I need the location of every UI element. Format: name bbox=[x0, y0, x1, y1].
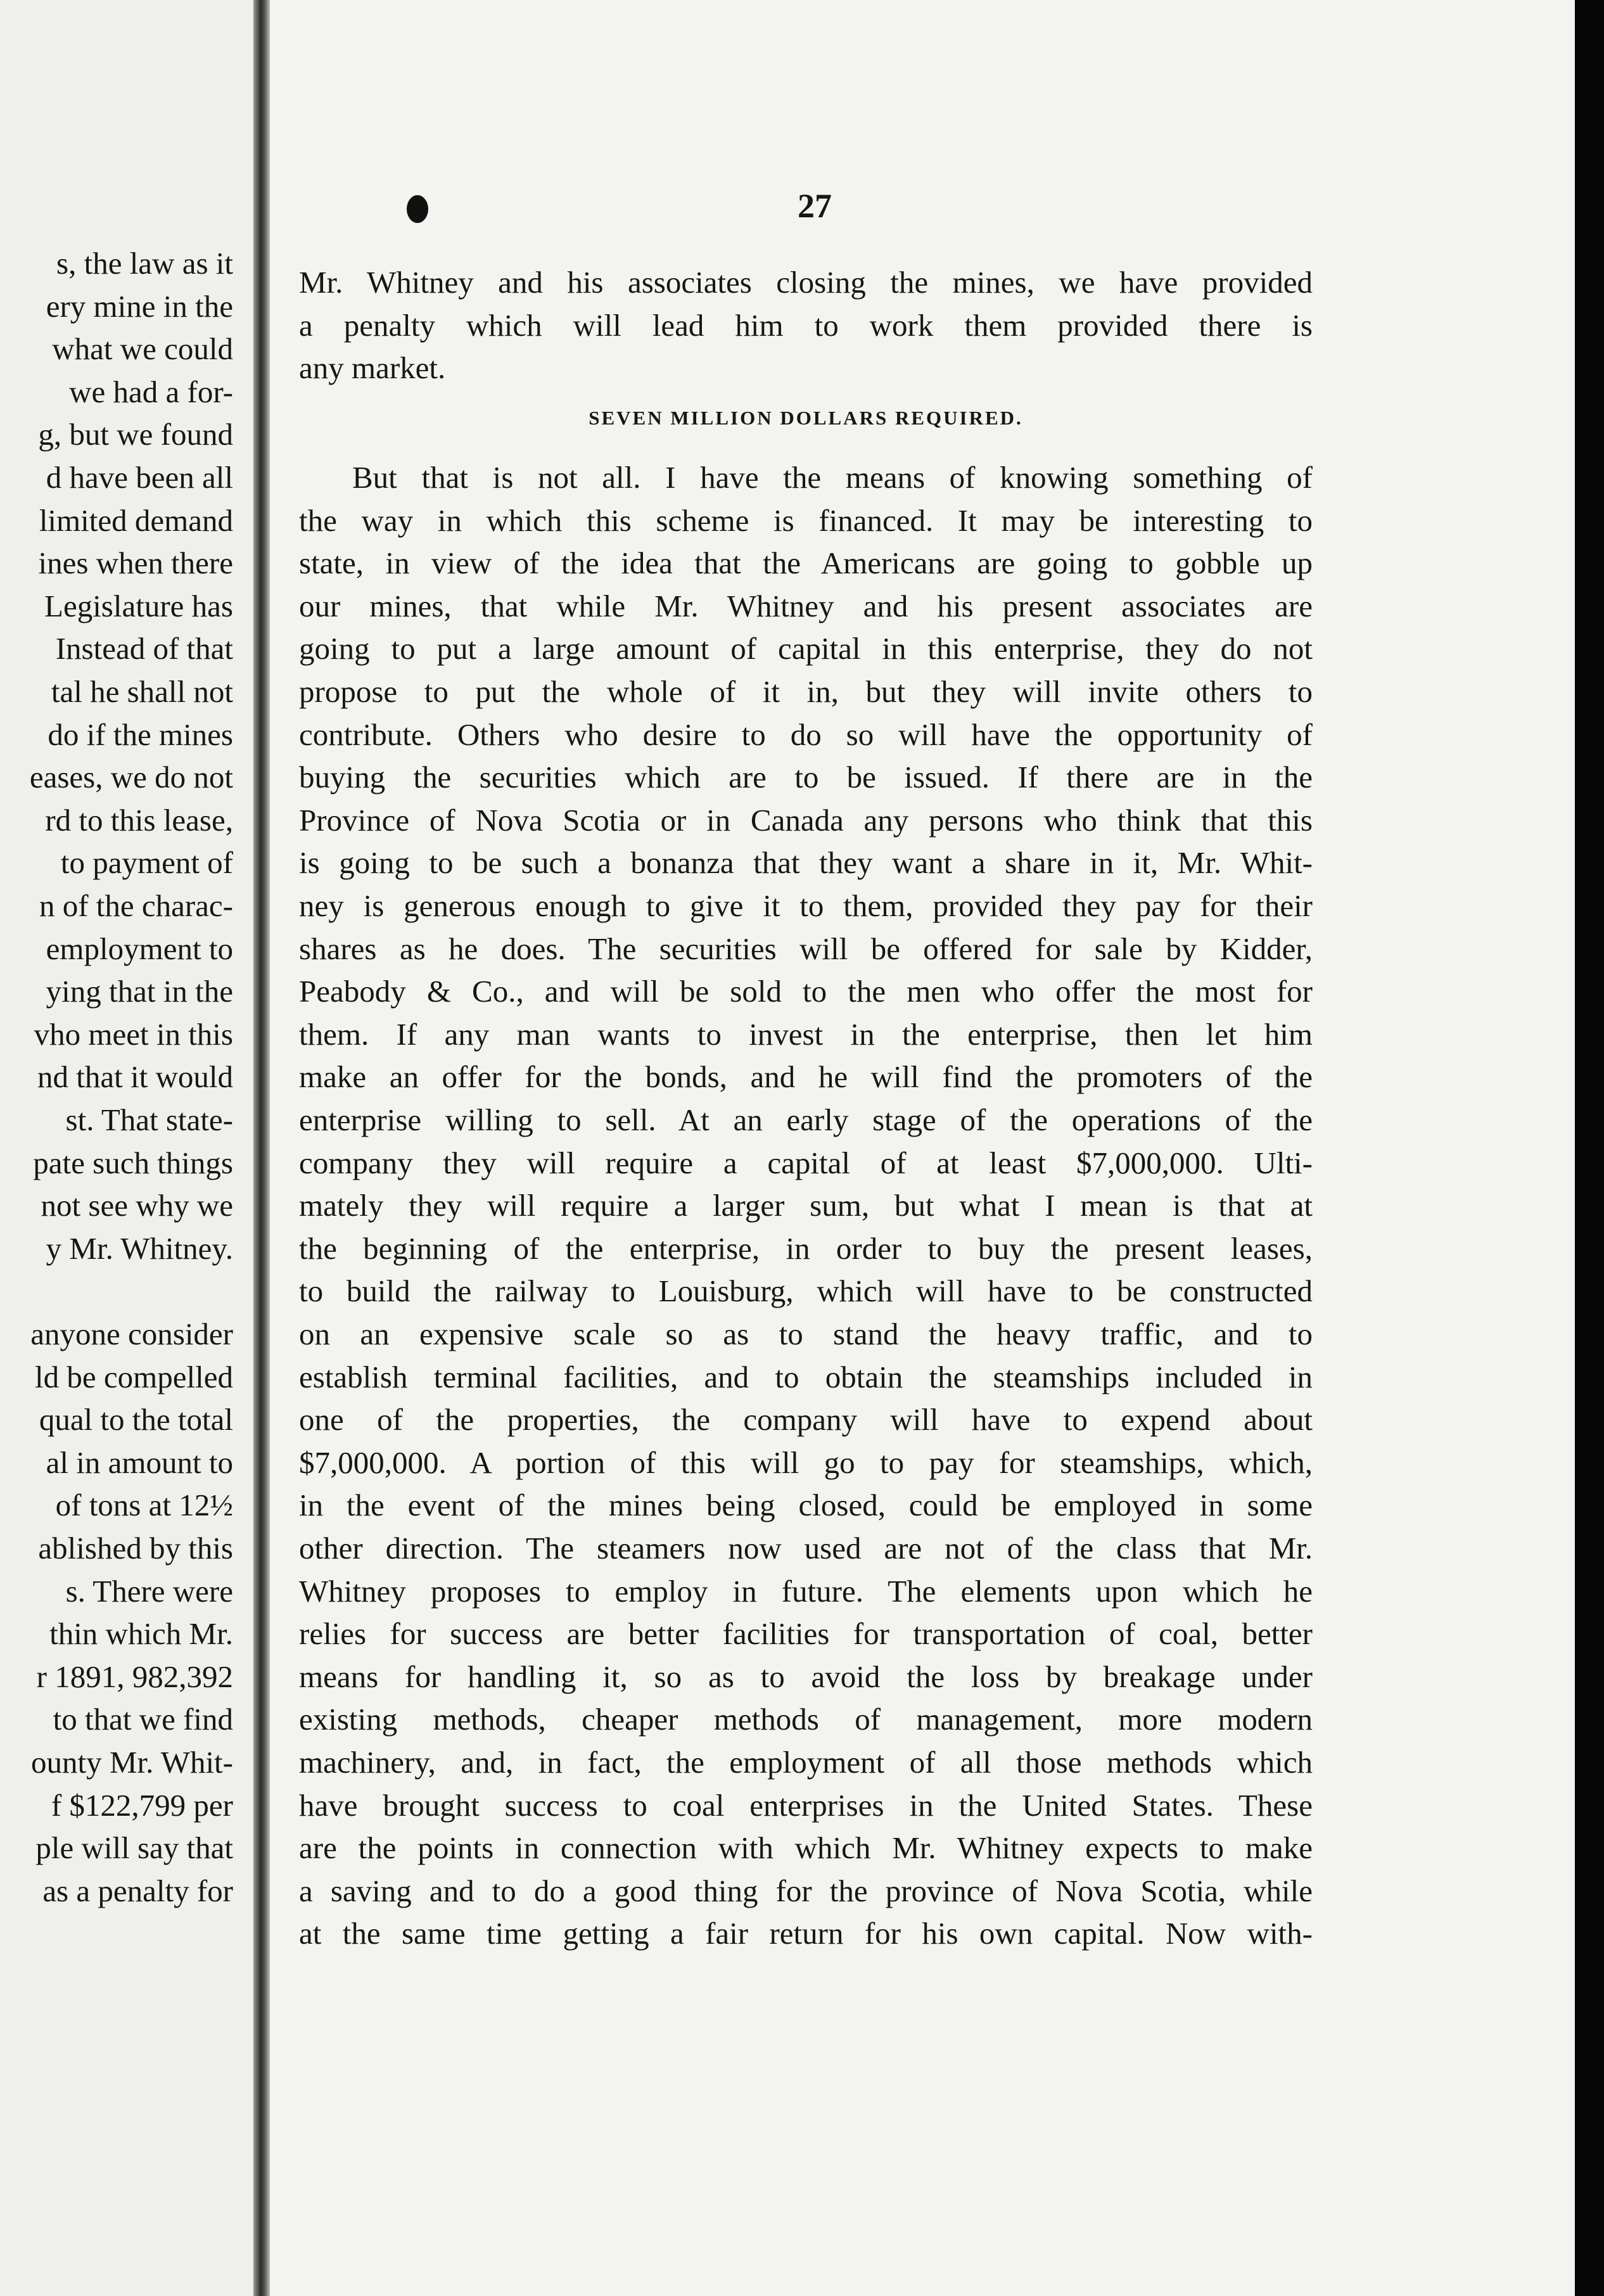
body-line: state, in view of the idea that the Americans are going to gobble up bbox=[299, 545, 1313, 581]
body-line: Peabody & Co., and will be sold to the men who offer the most for bbox=[299, 974, 1313, 1009]
body-line: them. If any man wants to invest in the enterprise, then let him bbox=[299, 1016, 1313, 1052]
left-page-line: anyone consider bbox=[30, 1317, 233, 1351]
body-line: on an expensive scale so as to stand the heavy traffic, and to bbox=[299, 1317, 1313, 1351]
left-page-line: nd that it would bbox=[37, 1059, 233, 1095]
intro-line: Mr. Whitney and his associates closing the mines, we have provided bbox=[299, 265, 1313, 300]
body-line: $7,000,000. A portion of this will go to pay for steamships, which, bbox=[299, 1445, 1313, 1480]
ink-blot bbox=[407, 195, 428, 223]
left-page-line: n of the charac- bbox=[39, 888, 233, 923]
body-line: have brought success to coal enterprises in the United States. These bbox=[299, 1787, 1313, 1823]
left-page-line: limited demand bbox=[39, 502, 233, 538]
left-page-line: ery mine in the bbox=[46, 288, 233, 324]
left-page-line: thin which Mr. bbox=[49, 1616, 233, 1652]
left-page-line: do if the mines bbox=[48, 717, 233, 752]
left-page bbox=[0, 0, 253, 2296]
body-line: is going to be such a bonanza that they want a share in it, Mr. Whit- bbox=[299, 845, 1313, 881]
left-page-line: eases, we do not bbox=[29, 760, 233, 795]
body-line: other direction. The steamers now used are not of the class that Mr. bbox=[299, 1531, 1313, 1566]
body-line: But that is not all. I have the means of knowing something of bbox=[352, 460, 1313, 495]
left-page-line: rd to this lease, bbox=[45, 802, 233, 838]
left-page-line: not see why we bbox=[41, 1188, 233, 1223]
left-page-line: vho meet in this bbox=[34, 1016, 233, 1052]
body-line: existing methods, cheaper methods of management, more modern bbox=[299, 1702, 1313, 1737]
left-page-line: to payment of bbox=[60, 845, 233, 881]
body-line: the beginning of the enterprise, in order to buy the present leases, bbox=[299, 1230, 1313, 1266]
body-line: propose to put the whole of it in, but they will invite others to bbox=[299, 674, 1313, 709]
left-page-line: employment to bbox=[46, 931, 233, 966]
body-line: one of the properties, the company will have to expend about bbox=[299, 1402, 1313, 1438]
page-number: 27 bbox=[798, 187, 832, 225]
left-page-line: y Mr. Whitney. bbox=[46, 1230, 233, 1266]
body-line: company they will require a capital of at least $7,000,000. Ulti- bbox=[299, 1145, 1313, 1180]
left-page-line bbox=[0, 1270, 233, 1313]
left-page-line: s. There were bbox=[65, 1573, 233, 1609]
left-page-line: ying that in the bbox=[46, 974, 233, 1009]
body-line: enterprise willing to sell. At an early stage of the operations of the bbox=[299, 1102, 1313, 1137]
book-gutter bbox=[253, 0, 270, 2296]
left-page-line: st. That state- bbox=[65, 1102, 233, 1137]
body-line: the way in which this scheme is financed. It may be interesting to bbox=[299, 502, 1313, 538]
body-line: are the points in connection with which Mr. Whitney expects to make bbox=[299, 1830, 1313, 1866]
left-page-line: we had a for- bbox=[69, 374, 233, 409]
body-line: Whitney proposes to employ in future. The elements upon which he bbox=[299, 1573, 1313, 1609]
body-line: contribute. Others who desire to do so will have the opportunity of bbox=[299, 717, 1313, 752]
left-page-line: s, the law as it bbox=[56, 246, 233, 281]
left-page-line: ple will say that bbox=[35, 1830, 233, 1866]
body-line: to build the railway to Louisburg, which will have to be constructed bbox=[299, 1273, 1313, 1309]
left-page-line: f $122,799 per bbox=[51, 1787, 233, 1823]
body-line: our mines, that while Mr. Whitney and his present associates are bbox=[299, 588, 1313, 623]
body-line: mately they will require a larger sum, but what I mean is that at bbox=[299, 1188, 1313, 1223]
left-page-line: what we could bbox=[52, 331, 233, 367]
left-page-line: Instead of that bbox=[55, 631, 233, 666]
intro-line: a penalty which will lead him to work them provided there is bbox=[299, 307, 1313, 343]
body-line: relies for success are better facilities for transportation of coal, better bbox=[299, 1616, 1313, 1652]
left-page-line: ines when there bbox=[38, 545, 233, 581]
body-line: Province of Nova Scotia or in Canada any persons who think that this bbox=[299, 802, 1313, 838]
body-line: in the event of the mines being closed, could be employed in some bbox=[299, 1488, 1313, 1523]
body-line: a saving and to do a good thing for the province of Nova Scotia, while bbox=[299, 1873, 1313, 1908]
left-page-line: al in amount to bbox=[46, 1445, 233, 1480]
left-page-line: g, but we found bbox=[38, 417, 233, 452]
scan-edge bbox=[1575, 0, 1604, 2296]
left-page-line: d have been all bbox=[46, 460, 233, 495]
body-line: establish terminal facilities, and to obtain the steamships included in bbox=[299, 1359, 1313, 1394]
body-line: at the same time getting a fair return for his own capital. Now with- bbox=[299, 1916, 1313, 1951]
body-line: make an offer for the bonds, and he will find the promoters of the bbox=[299, 1059, 1313, 1095]
left-page-line: ounty Mr. Whit- bbox=[31, 1745, 233, 1780]
body-line: shares as he does. The securities will be offered for sale by Kidder, bbox=[299, 931, 1313, 966]
body-line: buying the securities which are to be issued. If there are in the bbox=[299, 760, 1313, 795]
body-line: going to put a large amount of capital in this enterprise, they do not bbox=[299, 631, 1313, 666]
left-page-line: ld be compelled bbox=[35, 1359, 233, 1394]
left-page-line: pate such things bbox=[33, 1145, 233, 1180]
body-line: machinery, and, in fact, the employment of all those methods which bbox=[299, 1745, 1313, 1780]
left-page-line: Legislature has bbox=[44, 588, 233, 623]
left-page-line: tal he shall not bbox=[51, 674, 233, 709]
left-page-line: of tons at 12½ bbox=[55, 1488, 233, 1523]
section-heading: SEVEN MILLION DOLLARS REQUIRED. bbox=[589, 407, 1023, 429]
intro-line: any market. bbox=[299, 350, 446, 386]
left-page-line: as a penalty for bbox=[42, 1873, 233, 1908]
body-line: ney is generous enough to give it to them, provided they pay for their bbox=[299, 888, 1313, 923]
left-page-line: to that we find bbox=[53, 1702, 233, 1737]
left-page-line: ablished by this bbox=[38, 1531, 233, 1566]
left-page-line: qual to the total bbox=[39, 1402, 233, 1438]
body-line: means for handling it, so as to avoid the loss by breakage under bbox=[299, 1659, 1313, 1694]
left-page-line: r 1891, 982,392 bbox=[36, 1659, 233, 1694]
